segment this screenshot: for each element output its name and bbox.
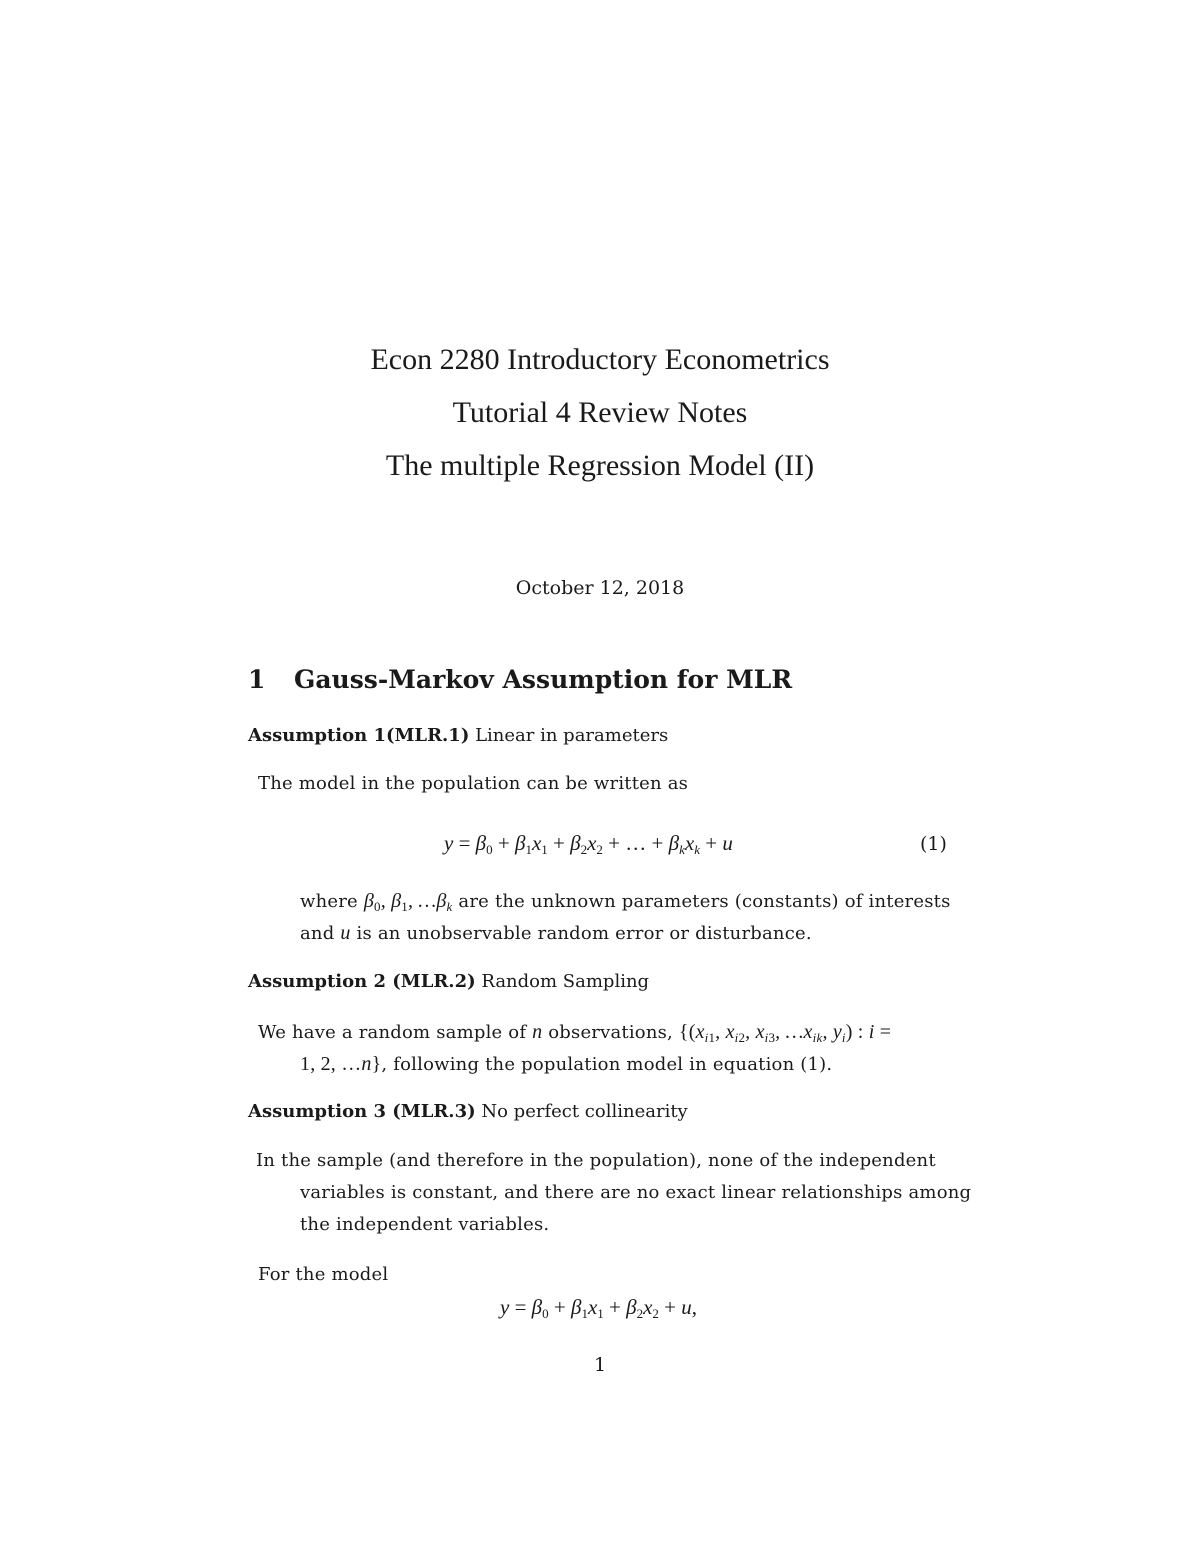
parameters-math: $\beta_0$, $\beta_1$, $\dots\beta_k$ [363,890,453,914]
assumption-3-name: No perfect collinearity [481,1101,688,1122]
equation-1: $y = \beta_0 + \beta_1x_1 + \beta_2x_2$ + … + $\beta_kx_k + u$ [444,831,733,857]
assumption-2-heading [248,970,649,994]
following-text: , following the population model in equation (1). [381,1054,833,1075]
assumption-2-name: Random Sampling [481,971,650,992]
error-term-math: u [340,922,351,944]
assumption-1-name: Linear in parameters [475,725,669,746]
observations-text: observations, [542,1022,679,1043]
equation-2: $y = \beta_0 + \beta_1x_1 + \beta_2x_2 + u$, [500,1295,698,1321]
n-math: n [532,1021,543,1043]
page-number: 1 [593,1354,607,1376]
sample-text: We have a random sample of [258,1022,533,1043]
and-text-rest: is an unobservable random error or disturbance. [350,923,812,944]
assumption-2-text-cont [300,1048,832,1081]
assumption-3-line-2: variables is constant, and there are no exact linear relationships among [300,1182,972,1203]
document-topic: The multiple Regression Model (II) [385,449,815,482]
where-text: where [300,891,364,912]
assumption-1-where [300,885,960,918]
index-range-math: 1, 2, …n} [300,1053,382,1075]
assumption-1-label: Assumption 1(MLR.1) [248,725,470,746]
assumption-3-label: Assumption 3 (MLR.3) [248,1101,476,1122]
assumption-1-and [300,917,812,950]
assumption-1-intro: The model in the population can be written as [258,773,689,794]
assumption-3-heading [248,1100,688,1124]
document-subtitle: Tutorial 4 Review Notes [452,396,748,429]
and-text: and [300,923,341,944]
sample-set-math: {($x_{i1}$, $x_{i2}$, $x_{i3}$, $\dots x_{ik}$, $y_i$) : i = [678,1021,892,1045]
document-title: Econ 2280 Introductory Econometrics [370,343,830,376]
where-text-rest: are the unknown parameters (constants) of interests [452,891,951,912]
assumption-3-line-3: the independent variables. [300,1214,550,1235]
model-intro: For the model [258,1264,389,1285]
assumption-1-heading [248,724,668,748]
assumption-3-line-1: In the sample (and therefore in the population), none of the independent [256,1150,936,1171]
equation-1-number: (1) [920,833,947,855]
assumption-2-label: Assumption 2 (MLR.2) [248,971,476,992]
section-number: 1 [248,665,266,694]
section-heading [248,664,792,696]
document-date: October 12, 2018 [515,577,685,599]
assumption-2-text [258,1016,958,1049]
section-title: Gauss-Markov Assumption for MLR [294,665,793,694]
